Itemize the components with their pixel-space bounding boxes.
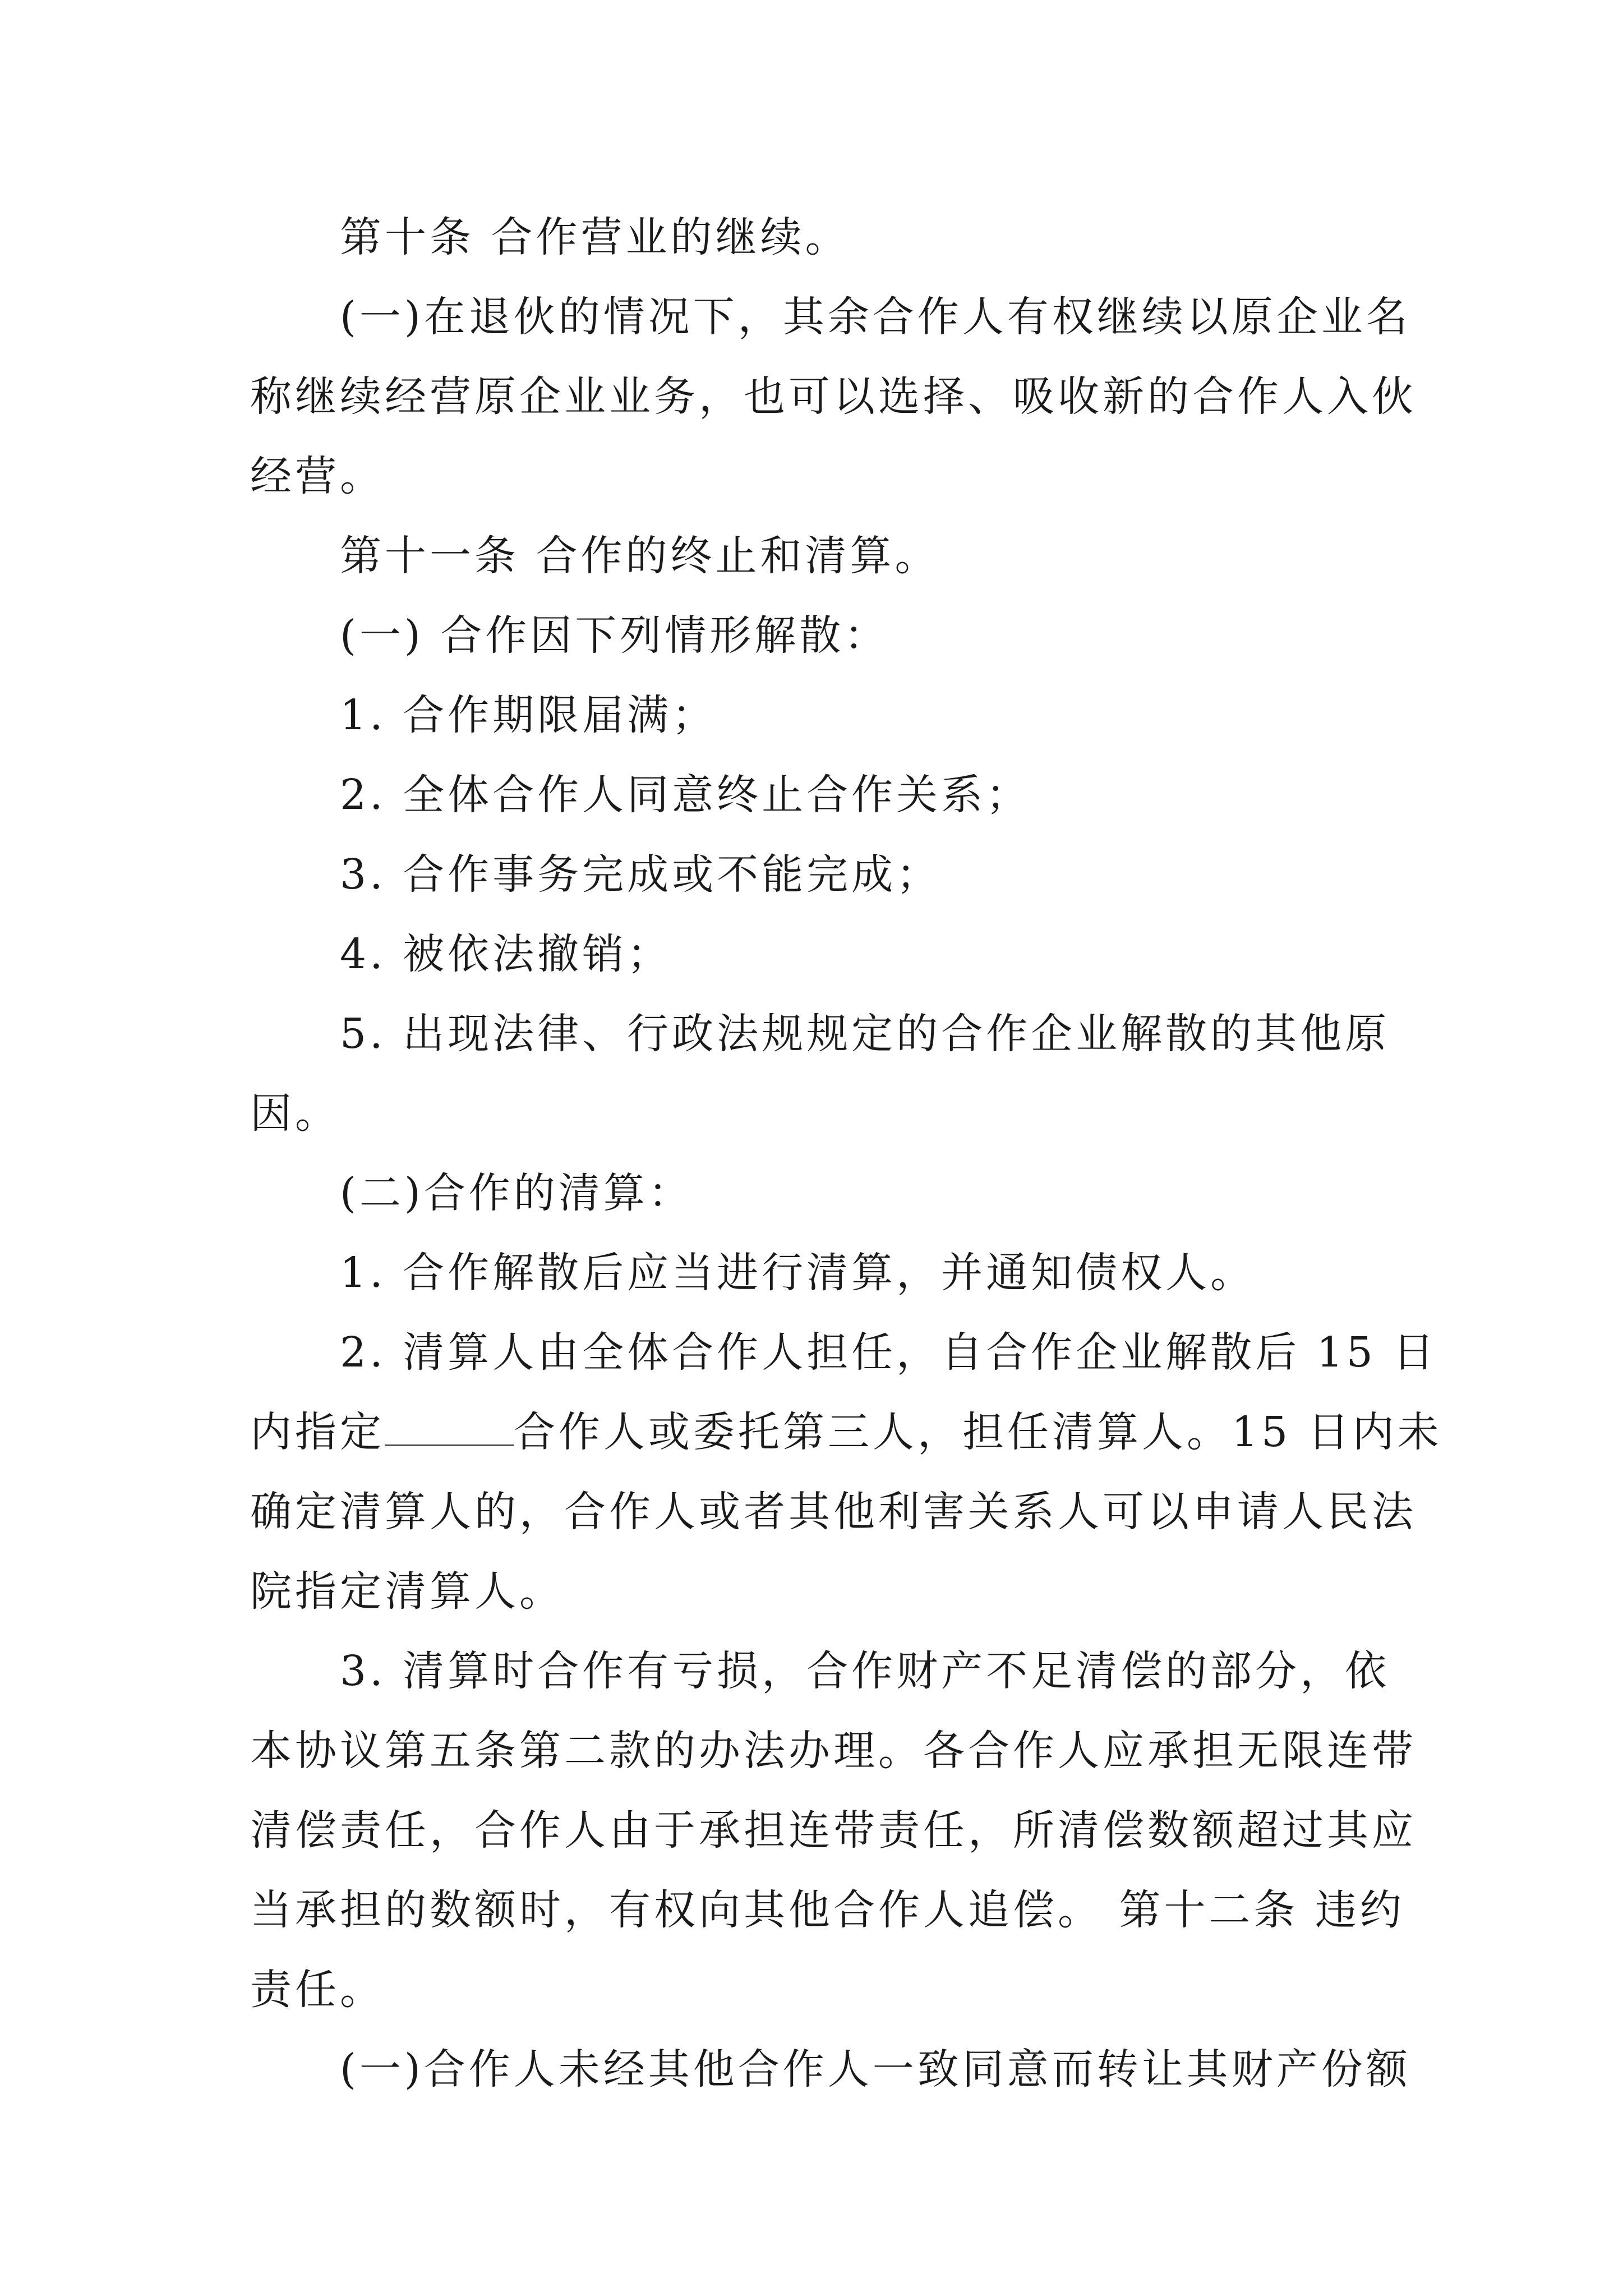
text-line: 1. 合作期限届满； (340, 691, 717, 739)
text-line: 第十条 合作营业的继续。 (340, 213, 850, 261)
fill-in-blank[interactable] (385, 1410, 514, 1446)
text-line: 确定清算人的，合作人或者其他利害关系人可以申请人民法 (250, 1488, 1417, 1536)
text-line: 本协议第五条第二款的办法办理。各合作人应承担无限连带 (250, 1727, 1417, 1775)
text-line: 当承担的数额时，有权向其他合作人追偿。 第十二条 违约 (250, 1886, 1405, 1934)
text-line: 院指定清算人。 (250, 1567, 564, 1616)
text-line: 1. 合作解散后应当进行清算，并通知债权人。 (340, 1249, 1256, 1297)
text-line: (一)在退伙的情况下，其余合作人有权继续以原企业名 (340, 293, 1411, 341)
text-block-a (250, 197, 1438, 1392)
text-line: 3. 清算时合作有亏损，合作财产不足清偿的部分，依 (340, 1647, 1390, 1695)
text-line-with-blank (250, 1392, 1442, 1472)
text-line: 清偿责任，合作人由于承担连带责任，所清偿数额超过其应 (250, 1806, 1417, 1855)
text-line: 2. 全体合作人同意终止合作关系； (340, 771, 1031, 819)
text-line: 责任。 (250, 1966, 385, 2014)
text-line: 4. 被依法撤销； (340, 930, 672, 978)
blank-line-before: 内指定 (250, 1408, 385, 1456)
text-block-b (250, 1472, 1417, 2109)
text-line: 第十一条 合作的终止和清算。 (340, 532, 940, 580)
document-page (250, 197, 1442, 2109)
text-line: (一)合作人未经其他合作人一致同意而转让其财产份额 (340, 2045, 1411, 2093)
text-line: 5. 出现法律、行政法规规定的合作企业解散的其他原 (340, 1010, 1390, 1058)
blank-line-after: 合作人或委托第三人，担任清算人。15 日内未 (514, 1408, 1442, 1456)
text-line: 称继续经营原企业业务，也可以选择、吸收新的合作人入伙 (250, 372, 1417, 421)
text-line: 因。 (250, 1089, 340, 1138)
text-line: (一) 合作因下列情形解散： (340, 611, 889, 660)
text-line: 经营。 (250, 452, 385, 500)
text-line: 3. 合作事务完成或不能完成； (340, 850, 942, 899)
text-line: (二)合作的清算： (340, 1169, 693, 1217)
text-line: 2. 清算人由全体合作人担任，自合作企业解散后 15 日 (340, 1328, 1438, 1377)
